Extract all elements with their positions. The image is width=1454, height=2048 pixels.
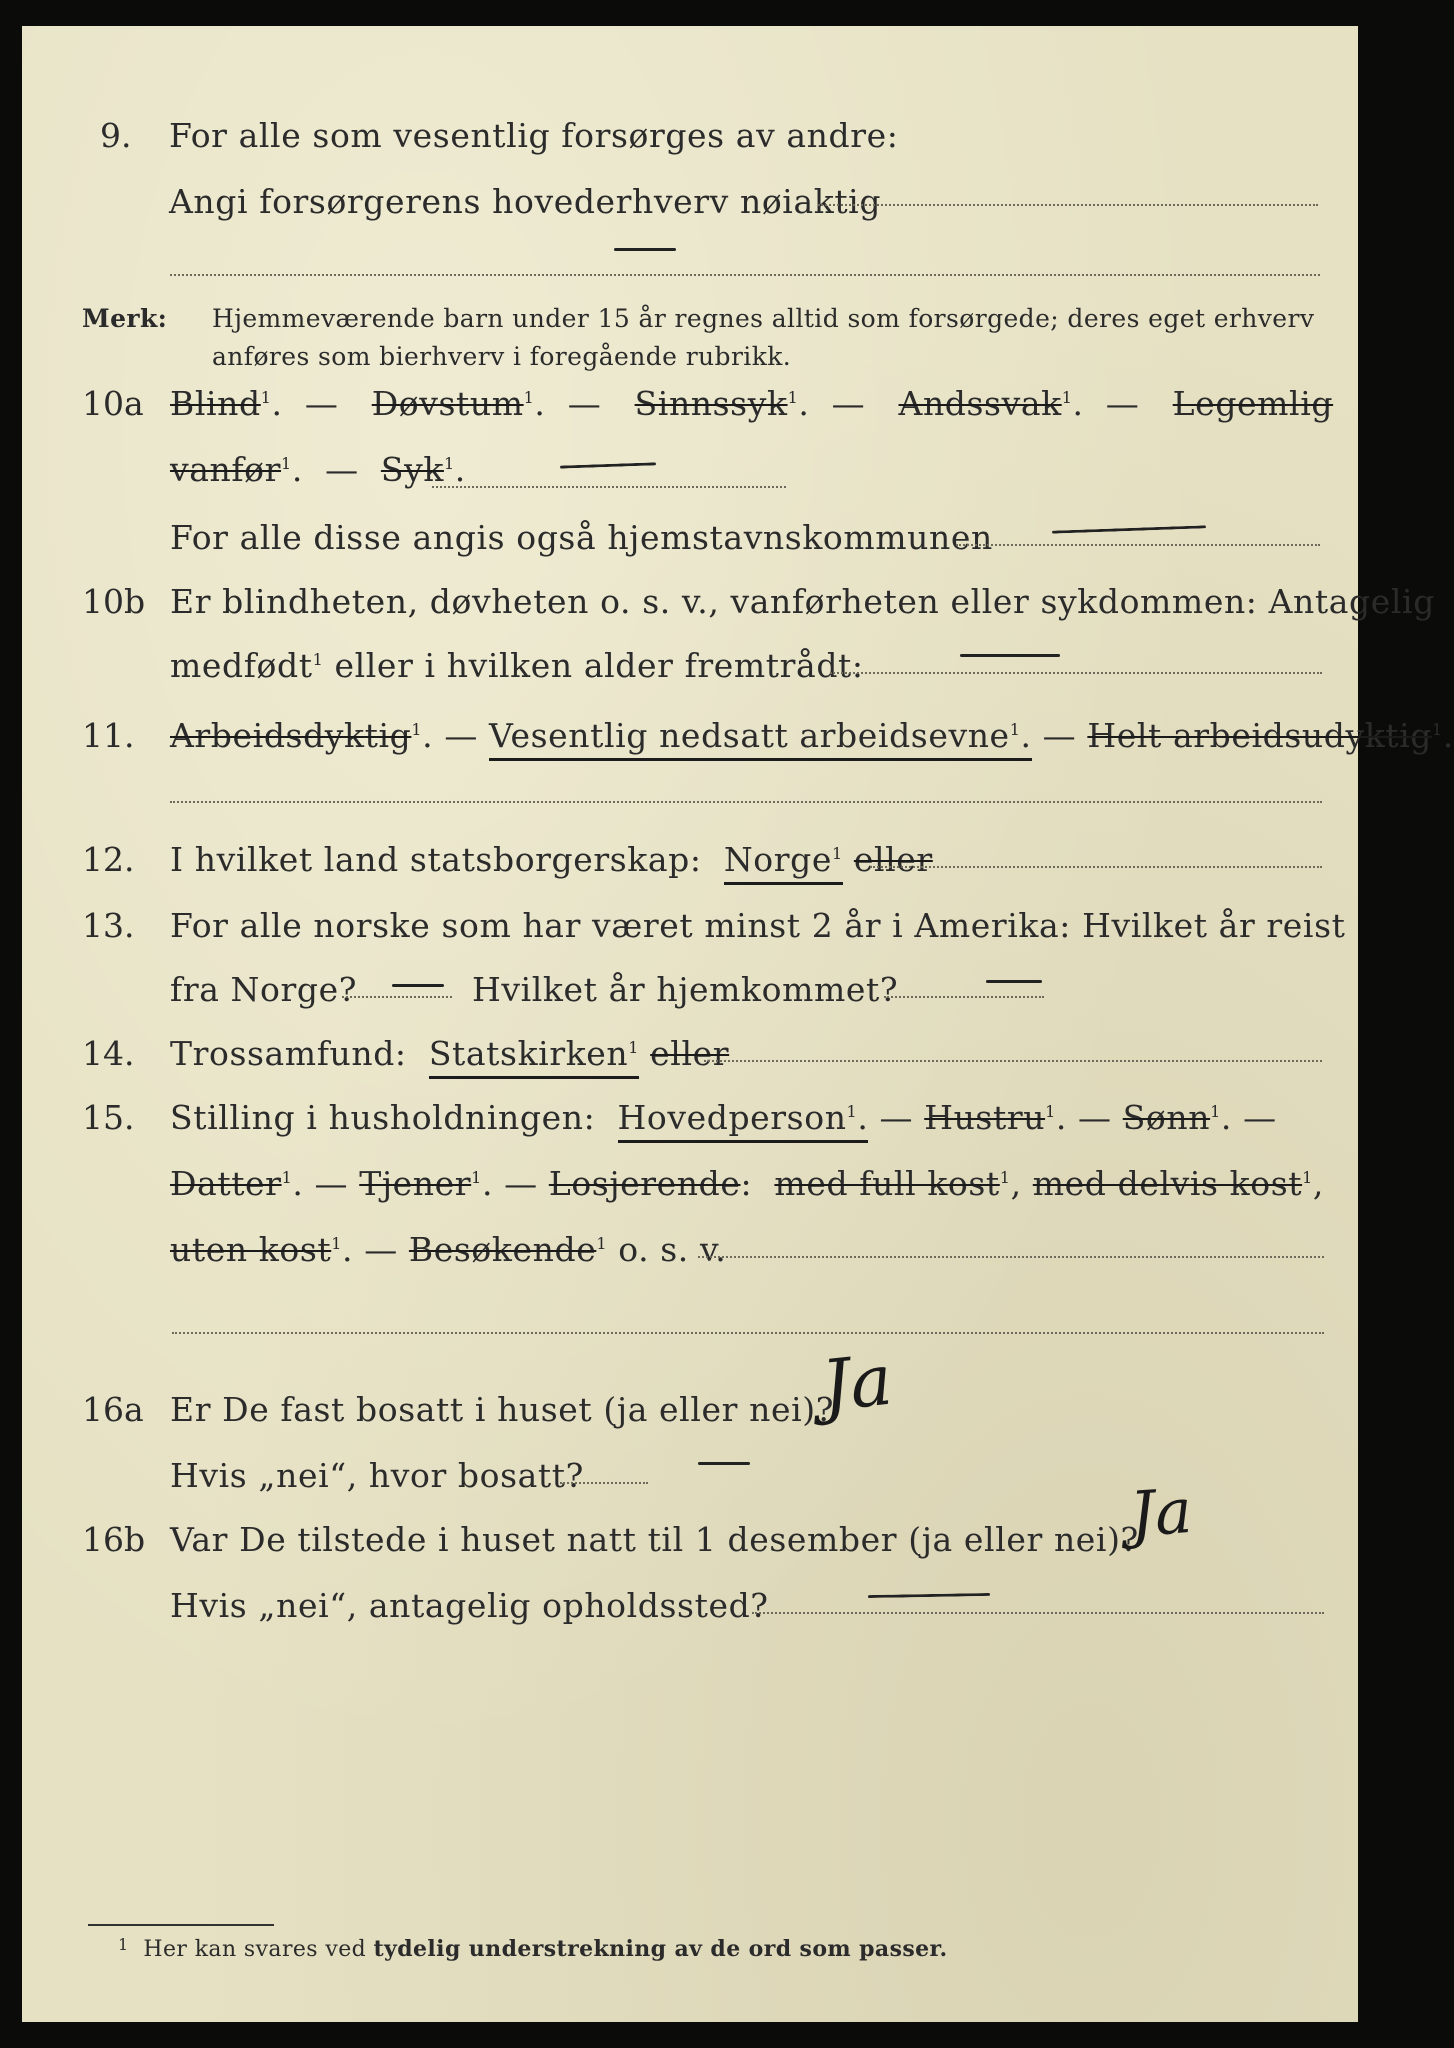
q10b-answer-line [830,672,1322,674]
q10a-line3: For alle disse angis også hjemstavnskommunen [170,518,993,557]
q16b-line1: Var De tilstede i huset natt til 1 desember (ja eller nei)? [170,1520,1139,1559]
q9-dash-mark [614,248,676,251]
option-arbeidsdyktig: Arbeidsdyktig [170,716,412,755]
q16b-answer-line [752,1612,1324,1614]
q15-line2: Datter$^1$. — Tjener$^1$. — Losjerende: med full kost$^1$, med delvis kost$^1$, [170,1164,1324,1203]
q10b-dash-mark [960,654,1060,657]
option-datter: Datter [170,1164,282,1203]
merk-line1: Hjemmeværende barn under 15 år regnes alltid som forsørgede; deres eget erhverv [212,304,1315,333]
q13-number: 13. [82,906,135,945]
q16a-handwritten-answer: Ja [817,1338,896,1428]
option-tjener: Tjener [359,1164,472,1203]
option-syk: Syk [380,450,444,489]
option-eller: eller [853,840,933,879]
q15-line3: uten kost$^1$. — Besøkende$^1$ o. s. v. [170,1230,727,1269]
q13-fra-dash [392,984,444,987]
q10a-dash-mark [560,462,656,468]
q15-line1: Stilling i husholdningen: Hovedperson$^1$. — Hustru$^1$. — Sønn$^1$. — [170,1098,1277,1137]
option-andssvak: Andssvak [898,384,1062,423]
footnote-rule [88,1924,274,1926]
q16a-bosatt-line [560,1482,648,1484]
option-legemlig: Legemlig [1172,384,1334,423]
option-statskirken: Statskirken$^1$ [429,1034,639,1079]
q10b-line1: Er blindheten, døvheten o. s. v., vanførheten eller sykdommen: Antagelig [170,582,1435,621]
merk-label: Merk: [82,304,168,333]
q9-line2: Angi forsørgerens hovederhverv nøiaktig [169,182,882,221]
option-vanfor: vanfør [170,450,282,489]
q12-number: 12. [82,840,135,879]
q11-answer-line [170,801,1322,803]
q16a-line1: Er De fast bosatt i huset (ja eller nei)? [170,1390,834,1429]
q11-line: Arbeidsdyktig$^1$. — Vesentlig nedsatt arbeidsevne$^1$. — Helt arbeidsudyktig$^1$. [170,716,1454,755]
q10a-line2: vanfør$^1$. — Syk$^1$. [170,450,466,489]
q15-number: 15. [82,1098,135,1137]
q14-line: Trossamfund: Statskirken$^1$ eller [170,1034,729,1073]
q14-answer-line [704,1060,1322,1062]
q16b-dash-mark [868,1593,990,1598]
q13-line1: For alle norske som har været minst 2 år i Amerika: Hvilket år reist [170,906,1346,945]
option-blind: Blind [170,384,261,423]
footnote: $^1$ Her kan svares ved tydelig understrekning av de ord som passer. [118,1935,948,1962]
q9-line1: For alle som vesentlig forsørges av andre: [169,116,899,155]
q16a-number: 16a [82,1390,144,1429]
q10b-line2: medfødt$^1$ eller i hvilken alder fremtrådt: [170,646,864,685]
option-hustru: Hustru [924,1098,1046,1137]
q10a-line1: Blind$^1$. — Døvstum$^1$. — Sinnssyk$^1$. — Andssvak$^1$. — Legemlig [170,384,1334,423]
q13-hjemkommet: Hvilket år hjemkommet? [472,970,899,1009]
option-hovedperson: Hovedperson$^1$. [618,1098,869,1143]
option-norge: Norge$^1$ [724,840,843,885]
q10a-kommune-dash [1052,525,1206,533]
q10a-kommune-line [956,544,1320,546]
option-med-delvis-kost: med delvis kost [1032,1164,1303,1203]
q10a-answer-line [432,486,786,488]
q16b-line2: Hvis „nei“, antagelig opholdssted? [170,1586,769,1625]
q9-answer-line [818,204,1318,206]
q14-number: 14. [82,1034,135,1073]
q10a-number: 10a [82,384,144,423]
option-sonn: Sønn [1122,1098,1211,1137]
q15-answer-line [698,1256,1324,1258]
q12-answer-line [870,866,1322,868]
q11-number: 11. [82,716,135,755]
option-nedsatt-arbeidsevne: Vesentlig nedsatt arbeidsevne$^1$. [489,716,1032,761]
q12-line: I hvilket land statsborgerskap: Norge$^1$ eller [170,840,933,879]
option-besokende: Besøkende [408,1230,597,1269]
q13-hjem-dash [986,980,1042,983]
census-form-page [22,26,1454,2022]
q16b-handwritten-answer: Ja [1127,1473,1195,1552]
option-dovstum: Døvstum [371,384,524,423]
q16b-number: 16b [82,1520,146,1559]
option-arbeidsudyktig: Helt arbeidsudyktig [1087,716,1433,755]
option-uten-kost: uten kost [170,1230,332,1269]
q9-answer-line-2 [170,274,1320,276]
q15-answer-line-2 [172,1332,1324,1334]
merk-line2: anføres som bierhverv i foregående rubrikk. [212,342,792,371]
option-eller-trossamfund: eller [650,1034,730,1073]
q16a-line2: Hvis „nei“, hvor bosatt? [170,1456,584,1495]
q13-fra-line [342,996,452,998]
q10b-number: 10b [82,582,146,621]
q13-hjem-line [884,996,1044,998]
q16a-dash-mark [698,1462,750,1465]
option-sinnssyk: Sinnssyk [634,384,788,423]
option-med-full-kost: med full kost [774,1164,1000,1203]
q13-fra-norge: fra Norge? [170,970,358,1009]
q9-number: 9. [100,116,132,155]
option-losjerende: Losjerende [548,1164,741,1203]
